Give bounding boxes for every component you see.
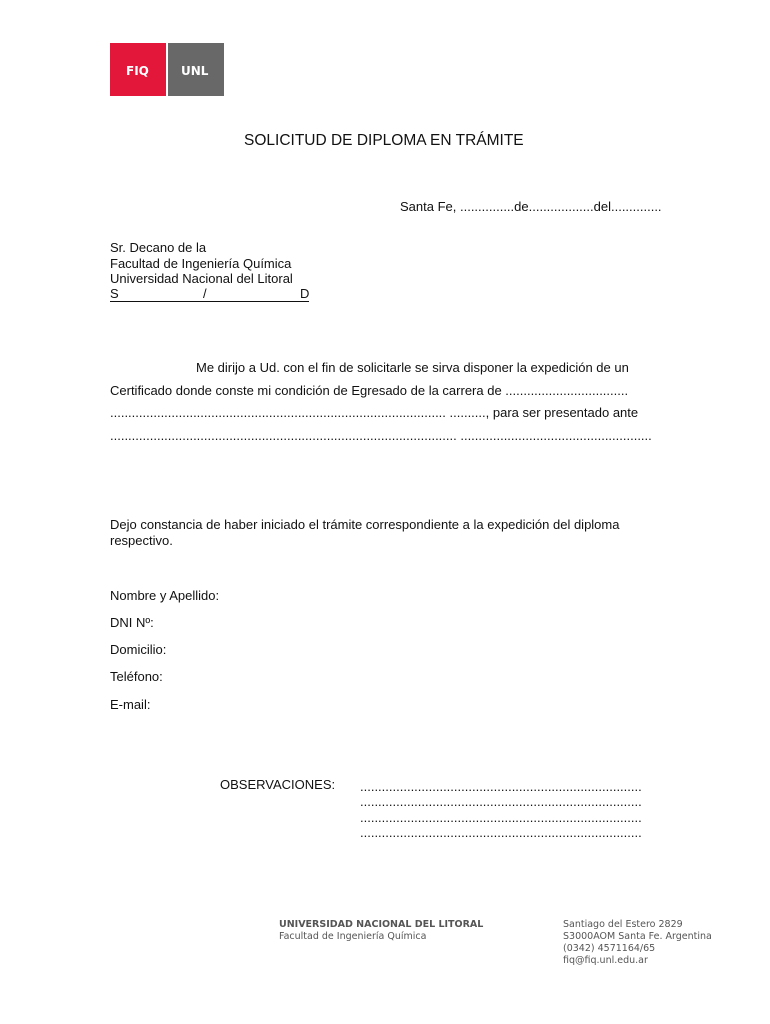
footer-address-1: Santiago del Estero 2829 — [563, 919, 683, 930]
fiq-logo-text: FIQ — [126, 64, 149, 78]
body-p2-line-1: Dejo constancia de haber iniciado el trámite correspondiente a la expedición del diploma — [110, 517, 620, 532]
field-name-label: Nombre y Apellido: — [110, 588, 220, 603]
sd-slash: / — [203, 286, 207, 301]
footer-email: fiq@fiq.unl.edu.ar — [563, 955, 648, 966]
sd-d: D — [300, 286, 310, 301]
body-p1-line-3: ............................................................................................. .........., para ser presentado ante — [110, 405, 639, 420]
document-title: SOLICITUD DE DIPLOMA EN TRÁMITE — [244, 132, 524, 149]
recipient-line-3: Universidad Nacional del Litoral — [110, 271, 293, 286]
recipient-line-1: Sr. Decano de la — [110, 240, 207, 255]
observaciones-line: .............................................................................. — [360, 794, 642, 809]
sd-s: S — [110, 286, 119, 301]
body-p1-line-4: ................................................................................................ ..................................................... — [110, 428, 652, 443]
field-dni-label: DNI Nº: — [110, 615, 154, 630]
field-email-label: E-mail: — [110, 697, 151, 712]
footer-university: UNIVERSIDAD NACIONAL DEL LITORAL — [279, 919, 484, 930]
date-line: Santa Fe, ...............de..................del.............. — [400, 199, 662, 214]
body-p1-line-2: Certificado donde conste mi condición de Egresado de la carrera de .................................. — [110, 383, 629, 398]
observaciones-line: .............................................................................. — [360, 779, 642, 794]
fiq-logo — [110, 43, 166, 96]
unl-logo-text: UNL — [181, 64, 209, 78]
observaciones-line: .............................................................................. — [360, 825, 642, 840]
observaciones-line: .............................................................................. — [360, 810, 642, 825]
body-p1-line-1: Me dirijo a Ud. con el fin de solicitarle se sirva disponer la expedición de un — [196, 360, 629, 375]
unl-logo — [168, 43, 224, 96]
sd-underline — [110, 301, 309, 302]
recipient-line-2: Facultad de Ingeniería Química — [110, 256, 292, 271]
footer-address-2: S3000AOM Santa Fe. Argentina — [563, 931, 712, 942]
field-phone-label: Teléfono: — [110, 669, 163, 684]
field-address-label: Domicilio: — [110, 642, 167, 657]
observaciones-label: OBSERVACIONES: — [220, 777, 336, 792]
footer-faculty: Facultad de Ingeniería Química — [279, 931, 427, 942]
body-p2-line-2: respectivo. — [110, 533, 173, 548]
footer-phone: (0342) 4571164/65 — [563, 943, 656, 954]
